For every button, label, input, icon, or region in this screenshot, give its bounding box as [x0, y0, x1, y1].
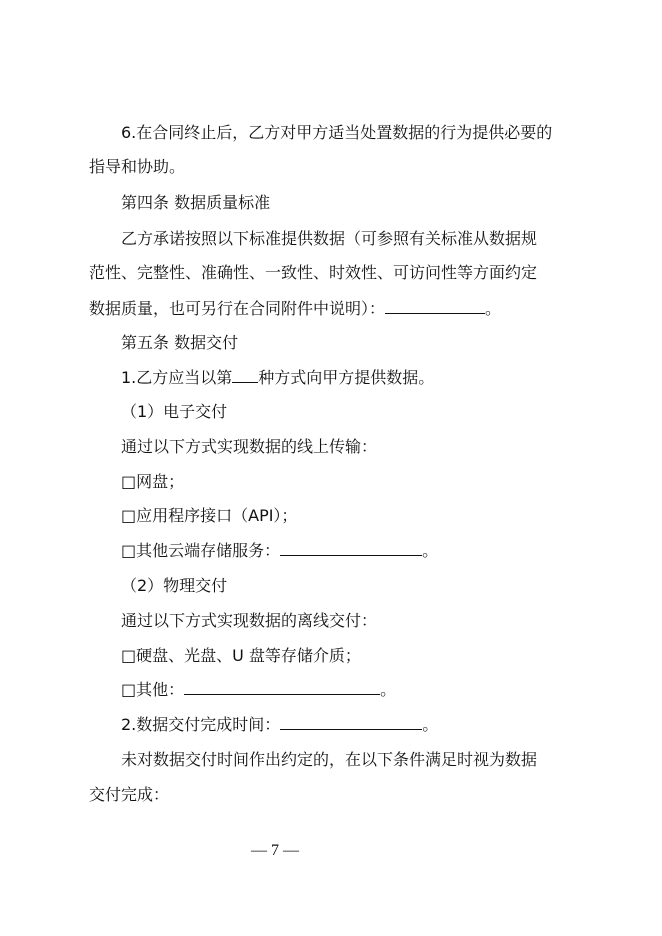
- page-number: — 7 —: [251, 842, 299, 859]
- electronic-delivery-heading: （1）电子交付: [121, 402, 228, 421]
- other-cloud-text: □其他云端存储服务：: [121, 541, 281, 560]
- article-5-heading: 第五条 数据交付: [121, 333, 239, 352]
- other-blank-field[interactable]: [184, 680, 380, 695]
- offline-delivery-line: 通过以下方式实现数据的离线交付：: [121, 611, 378, 630]
- online-transfer-line: 通过以下方式实现数据的线上传输：: [121, 437, 378, 456]
- period: 。: [422, 715, 439, 734]
- paragraph-line-termination: 6.在合同终止后，乙方对甲方适当处置数据的行为提供必要的: [121, 123, 553, 142]
- delivery-time-text: 2.数据交付完成时间：: [121, 715, 281, 734]
- quality-blank-field[interactable]: [385, 299, 485, 314]
- delivery-method-line: [121, 367, 434, 389]
- checkbox-storage-media[interactable]: □硬盘、光盘、U 盘等存储介质；: [121, 646, 361, 665]
- paragraph-line-completion-2: 交付完成：: [89, 785, 170, 804]
- period: 。: [422, 541, 439, 560]
- other-cloud-blank-field[interactable]: [280, 541, 422, 556]
- checkbox-other[interactable]: [121, 679, 396, 701]
- delivery-method-text-end: 种方式向甲方提供数据。: [258, 368, 435, 387]
- article-4-heading: 第四条 数据质量标准: [121, 193, 271, 212]
- checkbox-other-cloud[interactable]: [121, 540, 438, 562]
- period: 。: [485, 299, 502, 318]
- method-number-blank-field[interactable]: [232, 368, 258, 383]
- paragraph-line-quality-3: [89, 298, 501, 320]
- physical-delivery-heading: （2）物理交付: [121, 576, 228, 595]
- paragraph-line-quality-1: 乙方承诺按照以下标准提供数据（可参照有关标准从数据规: [121, 229, 538, 248]
- delivery-time-blank-field[interactable]: [280, 715, 422, 730]
- quality-text: 数据质量，也可另行在合同附件中说明）：: [89, 299, 386, 318]
- checkbox-api[interactable]: □应用程序接口（API）；: [121, 506, 298, 525]
- other-text: □其他：: [121, 680, 185, 699]
- checkbox-netdisk[interactable]: □网盘；: [121, 472, 185, 491]
- delivery-method-text: 1.乙方应当以第: [121, 368, 233, 387]
- delivery-time-line: [121, 714, 438, 736]
- paragraph-line-quality-2: 范性、完整性、准确性、一致性、时效性、可访问性等方面约定: [89, 263, 538, 282]
- period: 。: [380, 680, 397, 699]
- paragraph-line-guidance: 指导和协助。: [89, 157, 186, 176]
- paragraph-line-completion-1: 未对数据交付时间作出约定的，在以下条件满足时视为数据: [121, 750, 538, 769]
